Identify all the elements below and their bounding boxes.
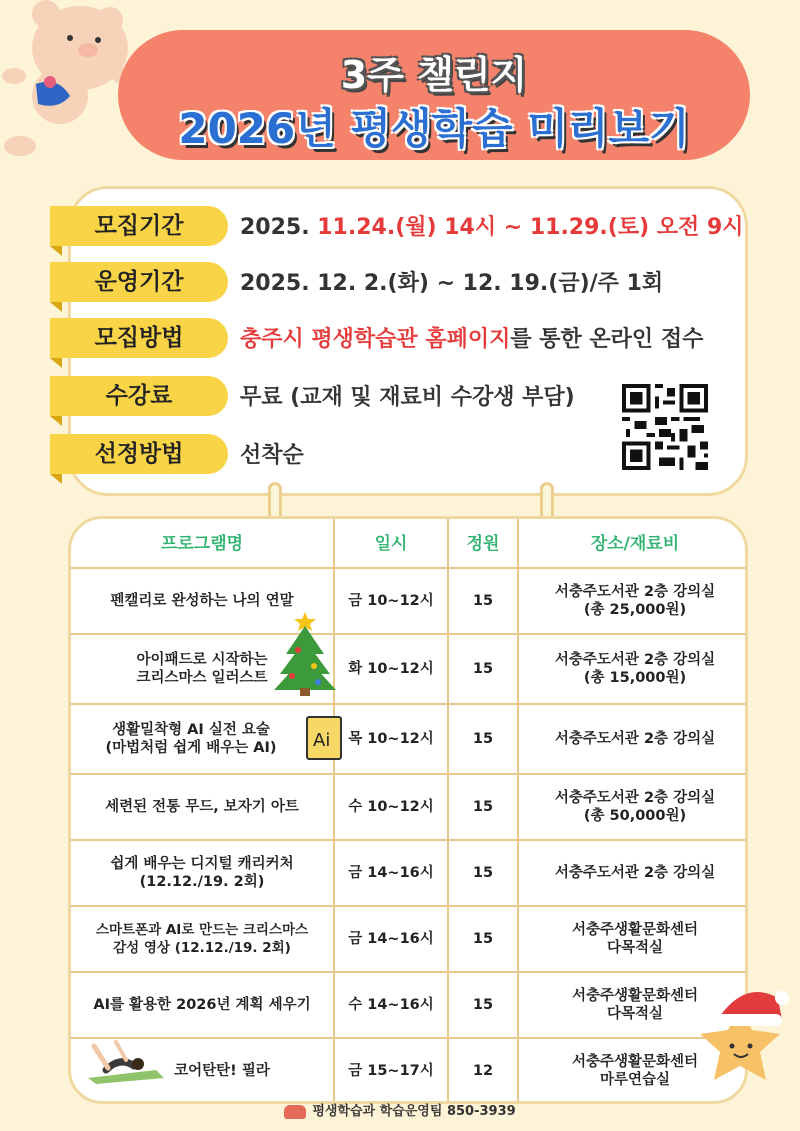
program-capacity: 15 — [472, 731, 494, 747]
program-capacity: 15 — [472, 997, 494, 1013]
program-place: 서충주생활문화센터 다목적실 — [571, 922, 699, 956]
info-value: 2025. 12. 2.(화) ~ 12. 19.(금)/주 1회 — [240, 271, 664, 296]
info-value: 2025. 11.24.(월) 14시 ~ 11.29.(토) 오전 9시 — [240, 215, 744, 240]
star-santa-icon — [690, 976, 800, 1086]
footer-text: 평생학습과 학습운영팀 850-3939 — [312, 1104, 516, 1119]
header-program: 프로그램명 — [160, 534, 244, 554]
program-name: 쉽게 배우는 디지털 캐리커처 (12.12./19. 2회) — [110, 856, 294, 890]
program-time: 수 14~16시 — [348, 997, 434, 1013]
footer-contact — [0, 1100, 800, 1119]
program-table — [68, 516, 748, 1104]
pill-tail — [50, 358, 62, 368]
program-name: 코어탄탄! 필라 — [174, 1063, 270, 1079]
title-line2: 2026년 평생학습 미리보기 — [178, 104, 690, 153]
program-capacity: 15 — [472, 931, 494, 947]
pill-tail — [50, 246, 62, 256]
program-time: 금 14~16시 — [348, 865, 434, 881]
info-label: 선정방법 — [50, 434, 228, 474]
program-name: AI를 활용한 2026년 계획 세우기 — [93, 997, 311, 1013]
pill-tail — [50, 302, 62, 312]
program-capacity: 15 — [472, 661, 494, 677]
program-place: 서충주도서관 2층 강의실 — [554, 865, 716, 881]
pilates-icon — [86, 1034, 166, 1084]
info-label: 모집방법 — [50, 318, 228, 358]
info-label: 수강료 — [50, 376, 228, 416]
program-place: 서충주생활문화센터 마루연습실 — [571, 1054, 699, 1088]
program-time: 금 15~17시 — [348, 1063, 434, 1079]
program-capacity: 15 — [472, 799, 494, 815]
header-place: 장소/재료비 — [590, 534, 680, 554]
program-capacity: 12 — [472, 1063, 494, 1079]
program-name: 스마트폰과 AI로 만드는 크리스마스 감성 영상 (12.12./19. 2회) — [95, 922, 309, 956]
program-name: 세련된 전통 무드, 보자기 아트 — [105, 799, 299, 815]
info-value: 무료 (교재 및 재료비 수강생 부담) — [240, 385, 575, 410]
info-label: 운영기간 — [50, 262, 228, 302]
christmas-tree-icon — [272, 610, 338, 696]
header-time: 일시 — [374, 534, 408, 554]
pill-tail — [50, 474, 62, 484]
program-place: 서충주도서관 2층 강의실 (총 50,000원) — [554, 790, 716, 824]
program-place: 서충주생활문화센터 다목적실 — [571, 988, 699, 1022]
ai-file-label: Ai — [313, 730, 331, 751]
program-capacity: 15 — [472, 865, 494, 881]
program-time: 목 10~12시 — [348, 731, 434, 747]
info-row-recruit-period — [50, 206, 750, 254]
program-capacity: 15 — [472, 593, 494, 609]
program-time: 수 10~12시 — [348, 799, 434, 815]
header-capacity: 정원 — [466, 534, 500, 554]
table-header — [71, 519, 748, 569]
program-place: 서충주도서관 2층 강의실 (총 25,000원) — [554, 584, 716, 618]
pill-tail — [50, 416, 62, 426]
program-time: 금 14~16시 — [348, 931, 434, 947]
ai-file-icon — [306, 716, 342, 760]
info-row-operation-period — [50, 262, 750, 310]
program-name: 생활밀착형 AI 실전 요술 (마법처럼 쉽게 배우는 AI) — [105, 722, 277, 756]
info-value: 선착순 — [240, 443, 304, 468]
phone-icon — [284, 1105, 306, 1119]
program-name: 아이패드로 시작하는 크리스마스 일러스트 — [136, 652, 268, 686]
program-time: 화 10~12시 — [348, 661, 434, 677]
info-value: 충주시 평생학습관 홈페이지를 통한 온라인 접수 — [240, 327, 704, 352]
qr-code-icon[interactable] — [622, 384, 708, 470]
info-row-recruit-method — [50, 318, 750, 366]
title-line1: 3주 챌린지 — [340, 53, 528, 97]
program-place: 서충주도서관 2층 강의실 (총 15,000원) — [554, 652, 716, 686]
program-place: 서충주도서관 2층 강의실 — [554, 731, 716, 747]
info-label: 모집기간 — [50, 206, 228, 246]
program-name: 펜캘리로 완성하는 나의 연말 — [110, 593, 294, 609]
program-time: 금 10~12시 — [348, 593, 434, 609]
